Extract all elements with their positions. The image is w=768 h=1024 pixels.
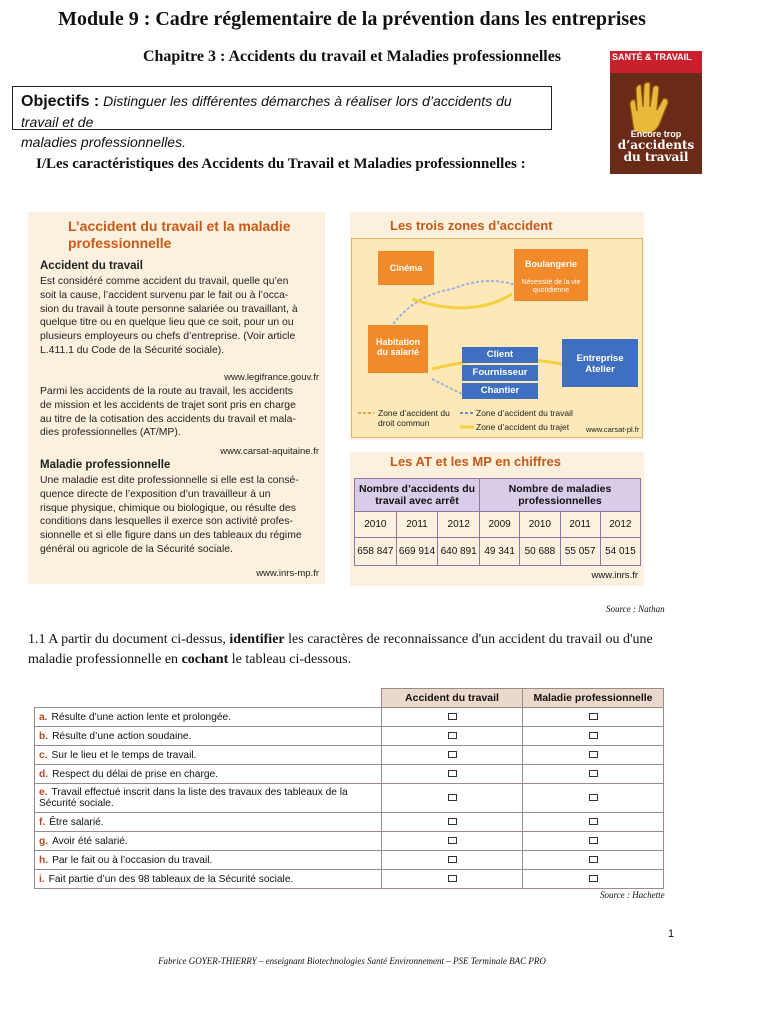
mp-checkbox-cell bbox=[523, 832, 664, 851]
mp-checkbox[interactable] bbox=[589, 732, 598, 739]
row-text: Fait partie d’un des 98 tableaux de la Sécurité sociale. bbox=[48, 873, 294, 885]
mp-line: conditions dans lesquelles il exerce son activité profes- bbox=[40, 516, 293, 528]
row-text: Par le fait ou à l’occasion du travail. bbox=[52, 854, 213, 866]
checklist-row bbox=[35, 727, 664, 746]
mp-checkbox[interactable] bbox=[589, 856, 598, 863]
at-checkbox-cell bbox=[382, 870, 523, 889]
fournisseur-box: Fournisseur bbox=[462, 365, 538, 381]
mp-checkbox-cell bbox=[523, 765, 664, 784]
mp-year: 2012 bbox=[600, 512, 640, 538]
checklist-corner bbox=[35, 689, 382, 708]
mp-value: 49 341 bbox=[480, 538, 520, 566]
mp-value: 54 015 bbox=[600, 538, 640, 566]
mp-paragraph bbox=[40, 474, 320, 557]
objectifs-label: Objectifs : bbox=[21, 93, 100, 110]
checklist-criterion bbox=[35, 851, 382, 870]
at-line: soit la cause, l’accident survenu par le fait ou à l’occa- bbox=[40, 289, 289, 301]
mp-line: risque physique, chimique ou biologique, ou résulte des bbox=[40, 502, 296, 514]
at-checkbox[interactable] bbox=[448, 732, 457, 739]
doc-title-line-2: professionnelle bbox=[68, 235, 172, 251]
checklist-criterion bbox=[35, 784, 382, 813]
row-letter: g. bbox=[39, 835, 49, 847]
chapter-title: Chapitre 3 : Accidents du travail et Maladies professionnelles bbox=[142, 48, 562, 65]
mp-checkbox-cell bbox=[523, 870, 664, 889]
objectifs-text-1: Distinguer les différentes démarches à réaliser lors d’accidents du travail et de bbox=[21, 93, 512, 130]
checklist-row bbox=[35, 784, 664, 813]
at-checkbox-cell bbox=[382, 708, 523, 727]
stats-table bbox=[354, 478, 641, 566]
mp-checkbox[interactable] bbox=[589, 875, 598, 882]
legend-trajet: Zone d’accident du trajet bbox=[476, 422, 570, 432]
row-letter: i. bbox=[39, 873, 45, 885]
checklist-header-mp: Maladie professionnelle bbox=[523, 689, 664, 708]
checklist-row bbox=[35, 813, 664, 832]
page-number: 1 bbox=[668, 928, 675, 940]
row-text: Résulte d’une action soudaine. bbox=[52, 730, 192, 742]
stats-header-at: Nombre d’accidents du travail avec arrêt bbox=[355, 479, 480, 512]
at-checkbox[interactable] bbox=[448, 713, 457, 720]
source-hachette: Source : Hachette bbox=[600, 890, 665, 900]
at-year: 2010 bbox=[355, 512, 397, 538]
row-text: Respect du délai de prise en charge. bbox=[52, 768, 218, 780]
cinema-box bbox=[378, 251, 434, 285]
question-1-1 bbox=[28, 630, 688, 670]
question-bold-2: cochant bbox=[181, 652, 229, 667]
mp-year: 2011 bbox=[560, 512, 600, 538]
magazine-line-2: d’accidents bbox=[617, 138, 695, 152]
legend-travail: Zone d’accident du travail bbox=[476, 408, 573, 418]
trajet-line: Parmi les accidents de la route au travail, les accidents bbox=[40, 386, 293, 397]
mp-checkbox[interactable] bbox=[589, 794, 598, 801]
zones-source: www.carsat-pl.fr bbox=[586, 425, 640, 434]
trajet-line: de mission et les accidents de trajet sont pris en charge bbox=[40, 399, 296, 411]
row-text: Avoir été salarié. bbox=[52, 835, 128, 847]
row-letter: e. bbox=[39, 787, 48, 798]
at-checkbox[interactable] bbox=[448, 837, 457, 844]
at-value: 658 847 bbox=[355, 538, 397, 566]
mp-line: Une maladie est dite professionnelle si elle est la consé- bbox=[40, 475, 299, 486]
mp-checkbox[interactable] bbox=[589, 770, 598, 777]
boulangerie-label: Boulangerie bbox=[524, 259, 577, 269]
mp-source: www.inrs-mp.fr bbox=[256, 568, 319, 579]
checklist-table bbox=[34, 688, 664, 889]
checklist-criterion bbox=[35, 727, 382, 746]
stats-panel bbox=[350, 452, 644, 586]
question-mid: les caractères de reconnaissance d'un accident du travail ou d'une maladie professionnelle en bbox=[28, 632, 653, 667]
checklist-criterion bbox=[35, 870, 382, 889]
zones-title: Les trois zones d’accident bbox=[390, 218, 553, 233]
at-line: L.411.1 du Code de la Sécurité sociale). bbox=[40, 344, 225, 356]
row-letter: b. bbox=[39, 730, 49, 742]
checklist-row bbox=[35, 851, 664, 870]
trajet-line: dies professionnelles (AT/MP). bbox=[40, 427, 181, 439]
magazine-masthead: SANTÉ & TRAVAIL bbox=[610, 51, 702, 73]
at-line: Est considéré comme accident du travail, quelle qu’en bbox=[40, 276, 289, 287]
mp-checkbox-cell bbox=[523, 708, 664, 727]
trajet-paragraph bbox=[40, 385, 320, 440]
boulangerie-box bbox=[514, 249, 588, 301]
module-title: Module 9 : Cadre réglementaire de la prévention dans les entreprises bbox=[58, 8, 646, 30]
doc-title bbox=[68, 218, 318, 252]
page-footer: Fabrice GOYER-THIERRY – enseignant Biotechnologies Santé Environnement – PSE Terminale BAC PRO bbox=[158, 956, 546, 966]
mp-checkbox-cell bbox=[523, 784, 664, 813]
at-checkbox[interactable] bbox=[448, 751, 457, 758]
at-checkbox-cell bbox=[382, 765, 523, 784]
checklist bbox=[34, 688, 664, 885]
row-text: Travail effectué inscrit dans la liste des travaux des tableaux de la Sécurité sociale. bbox=[39, 787, 348, 809]
magazine-cover-image bbox=[610, 51, 702, 174]
row-text: Sur le lieu et le temps de travail. bbox=[51, 749, 197, 761]
client-box: Client bbox=[462, 347, 538, 363]
habitation-box bbox=[368, 325, 428, 373]
at-heading: Accident du travail bbox=[40, 260, 143, 272]
mp-checkbox[interactable] bbox=[589, 837, 598, 844]
checklist-criterion bbox=[35, 813, 382, 832]
legend-commun: Zone d’accident du droit commun bbox=[378, 408, 450, 428]
checklist-row bbox=[35, 708, 664, 727]
checklist-row bbox=[35, 765, 664, 784]
checklist-row bbox=[35, 746, 664, 765]
at-checkbox[interactable] bbox=[448, 794, 457, 801]
mp-checkbox-cell bbox=[523, 813, 664, 832]
mp-line: général ou agricole de la Sécurité sociale. bbox=[40, 543, 233, 555]
magazine-line-3: du travail bbox=[623, 150, 689, 164]
trajet-line: au titre de la cotisation des accidents du travail et mala- bbox=[40, 413, 296, 425]
habitation-label: Habitation du salarié bbox=[376, 337, 420, 357]
stats-header-mp: Nombre de maladies professionnelles bbox=[480, 479, 641, 512]
checklist-criterion bbox=[35, 765, 382, 784]
mp-value: 55 057 bbox=[560, 538, 600, 566]
cinema-label: Cinéma bbox=[389, 263, 423, 273]
at-checkbox[interactable] bbox=[448, 770, 457, 777]
source-nathan: Source : Nathan bbox=[606, 604, 665, 614]
at-line: sion du travail à toute personne salariée ou travaillant, à bbox=[40, 303, 298, 315]
row-text: Résulte d’une action lente et prolongée. bbox=[51, 711, 232, 723]
at-checkbox-cell bbox=[382, 727, 523, 746]
boulangerie-sub: Nécessité de la vie quotidienne bbox=[521, 279, 581, 294]
checklist-criterion bbox=[35, 746, 382, 765]
mp-checkbox-cell bbox=[523, 746, 664, 765]
at-line: plusieurs employeurs ou chefs d’entreprise. (Voir article bbox=[40, 331, 296, 343]
at-source: www.legifrance.gouv.fr bbox=[224, 372, 319, 383]
checklist-header-at: Accident du travail bbox=[382, 689, 523, 708]
at-checkbox[interactable] bbox=[448, 856, 457, 863]
mp-year: 2010 bbox=[520, 512, 560, 538]
at-paragraph bbox=[40, 275, 320, 358]
mp-checkbox-cell bbox=[523, 727, 664, 746]
chantier-box: Chantier bbox=[462, 383, 538, 399]
checklist-row bbox=[35, 870, 664, 889]
zones-map bbox=[351, 238, 643, 438]
at-checkbox[interactable] bbox=[448, 875, 457, 882]
checklist-criterion bbox=[35, 708, 382, 727]
question-end: le tableau ci-dessous. bbox=[228, 652, 352, 667]
mp-heading: Maladie professionnelle bbox=[40, 459, 171, 471]
mp-checkbox[interactable] bbox=[589, 751, 598, 758]
entreprise-box: Entreprise Atelier bbox=[562, 339, 638, 387]
mp-year: 2009 bbox=[480, 512, 520, 538]
mp-checkbox[interactable] bbox=[589, 818, 598, 825]
checklist-row bbox=[35, 832, 664, 851]
row-letter: c. bbox=[39, 749, 48, 761]
section-title: I/Les caractéristiques des Accidents du Travail et Maladies professionnelles : bbox=[36, 156, 526, 172]
trajet-source: www.carsat-aquitaine.fr bbox=[220, 446, 319, 457]
checklist-criterion bbox=[35, 832, 382, 851]
at-checkbox-cell bbox=[382, 784, 523, 813]
mp-line: quence directe de l’exposition d’un travailleur à un bbox=[40, 488, 271, 500]
at-checkbox-cell bbox=[382, 832, 523, 851]
doc-title-line-1: L’accident du travail et la maladie bbox=[68, 218, 291, 234]
at-line: quelque titre ou en quelque lieu que ce soit, pour un ou bbox=[40, 317, 294, 329]
row-letter: f. bbox=[39, 816, 46, 828]
stats-source: www.inrs.fr bbox=[591, 570, 638, 581]
objectifs-text-2: maladies professionnelles. bbox=[21, 134, 186, 150]
row-letter: a. bbox=[39, 711, 48, 723]
mp-checkbox[interactable] bbox=[589, 713, 598, 720]
at-checkbox[interactable] bbox=[448, 818, 457, 825]
at-checkbox-cell bbox=[382, 813, 523, 832]
mp-line: sionnelle et si elle figure dans un des tableaux du régime bbox=[40, 530, 302, 542]
row-letter: d. bbox=[39, 768, 49, 780]
doc-definitions bbox=[28, 212, 325, 584]
question-num: 1.1 A partir du document ci-dessus, bbox=[28, 632, 230, 647]
at-value: 640 891 bbox=[438, 538, 480, 566]
mp-value: 50 688 bbox=[520, 538, 560, 566]
stats-title: Les AT et les MP en chiffres bbox=[390, 454, 561, 469]
magazine-cover-text bbox=[614, 129, 698, 163]
row-letter: h. bbox=[39, 854, 49, 866]
at-checkbox-cell bbox=[382, 746, 523, 765]
at-year: 2012 bbox=[438, 512, 480, 538]
question-bold-1: identifier bbox=[229, 632, 285, 647]
mp-checkbox-cell bbox=[523, 851, 664, 870]
magazine-line-1: Encore trop bbox=[630, 129, 682, 139]
objectifs-box bbox=[12, 86, 552, 150]
row-text: Être salarié. bbox=[49, 816, 104, 828]
zones-diagram bbox=[350, 212, 644, 440]
at-year: 2011 bbox=[396, 512, 438, 538]
at-value: 669 914 bbox=[396, 538, 438, 566]
at-checkbox-cell bbox=[382, 851, 523, 870]
